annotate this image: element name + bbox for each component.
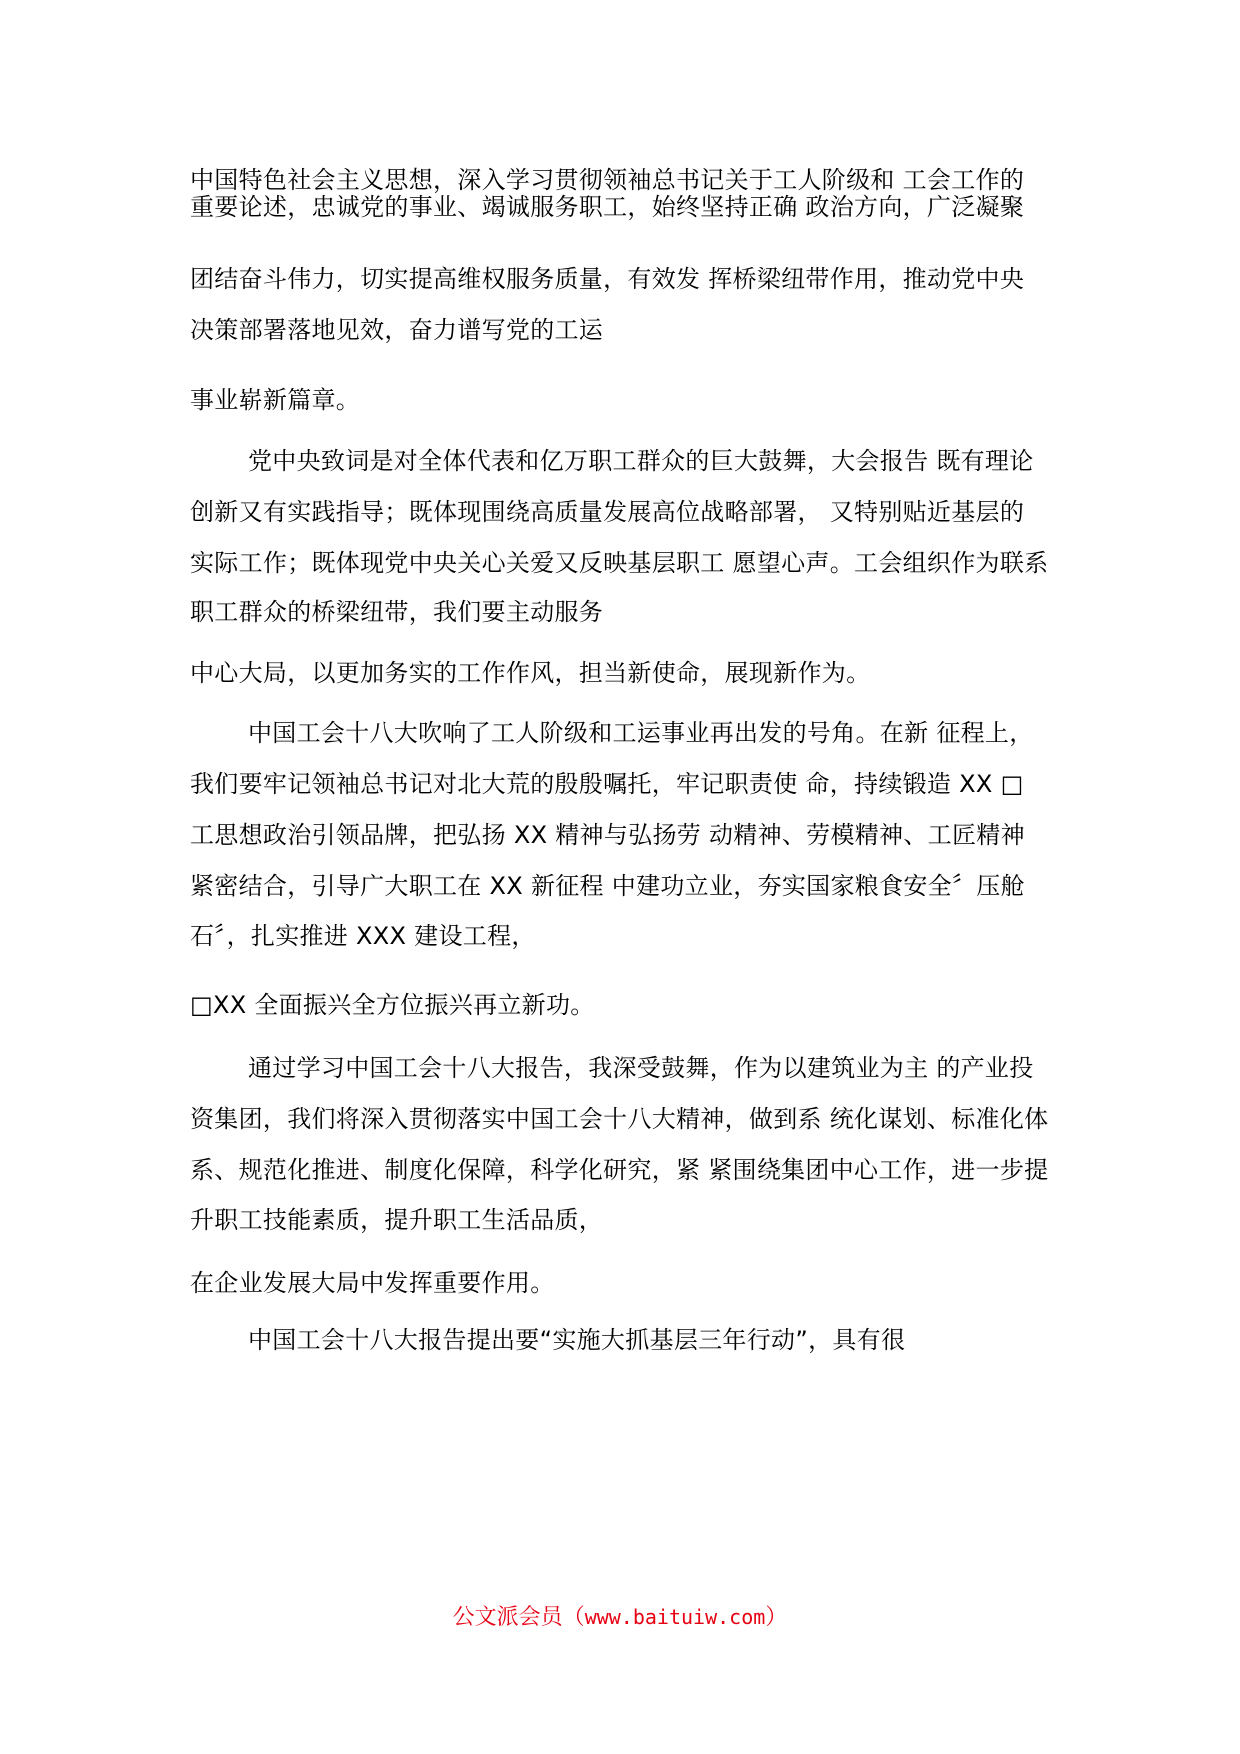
body-line: 团结奋斗伟力，切实提高维权服务质量，有效发 挥桥梁纽带作用，推动党中央 [190, 265, 1025, 293]
body-line: 石〞，扎实推进 XXX 建设工程， [190, 922, 536, 950]
body-line: 中心大局，以更加务实的工作作风，担当新使命，展现新作为。 [190, 659, 871, 687]
footer-label: 公文派会员（ [452, 1605, 585, 1630]
body-line: 实际工作；既体现党中央关心关爱又反映基层职工 愿望心声。工会组织作为联系 [190, 549, 1049, 577]
footer-url-link[interactable]: www.baituiw.com [584, 1605, 766, 1629]
body-line: 事业崭新篇章。 [190, 386, 361, 414]
body-line: 决策部署落地见效，奋力谱写党的工运 [190, 316, 604, 344]
footer-close: ） [765, 1605, 788, 1630]
footer-watermark [0, 1602, 1240, 1633]
paragraph-first-line: 通过学习中国工会十八大报告，我深受鼓舞，作为以建筑业为主 的产业投 [248, 1054, 1034, 1082]
body-line: 重要论述，忠诚党的事业、竭诚服务职工，始终坚持正确 政治方向，广泛凝聚 [190, 193, 1025, 221]
body-line: 在企业发展大局中发挥重要作用。 [190, 1269, 555, 1297]
body-line: 资集团，我们将深入贯彻落实中国工会十八大精神，做到系 统化谋划、标准化体 [190, 1105, 1049, 1133]
body-line: 工思想政治引领品牌，把弘扬 XX 精神与弘扬劳 动精神、劳模精神、工匠精神 [190, 821, 1025, 849]
body-line: 创新又有实践指导；既体现围绕高质量发展高位战略部署， 又特别贴近基层的 [190, 498, 1025, 526]
body-line: 系、规范化推进、制度化保障，科学化研究，紧 紧围绕集团中心工作，进一步提 [190, 1156, 1049, 1184]
body-line: 职工群众的桥梁纽带，我们要主动服务 [190, 598, 604, 626]
paragraph-first-line: 中国工会十八大吹响了工人阶级和工运事业再出发的号角。在新 征程上， [248, 719, 1034, 747]
body-line: □XX 全面振兴全方位振兴再立新功。 [190, 991, 595, 1019]
paragraph-first-line: 中国工会十八大报告提出要“实施大抓基层三年行动”，具有很 [248, 1326, 906, 1354]
body-line: 我们要牢记领袖总书记对北大荒的殷殷嘱托，牢记职责使 命，持续锻造 XX □ [190, 770, 1024, 798]
body-line: 中国特色社会主义思想，深入学习贯彻领袖总书记关于工人阶级和 工会工作的 [190, 166, 1025, 194]
body-line: 升职工技能素质，提升职工生活品质， [190, 1206, 604, 1234]
paragraph-first-line: 党中央致词是对全体代表和亿万职工群众的巨大鼓舞，大会报告 既有理论 [248, 447, 1034, 475]
body-line: 紧密结合，引导广大职工在 XX 新征程 中建功立业，夯实国家粮食安全〞压舱 [190, 872, 1025, 900]
